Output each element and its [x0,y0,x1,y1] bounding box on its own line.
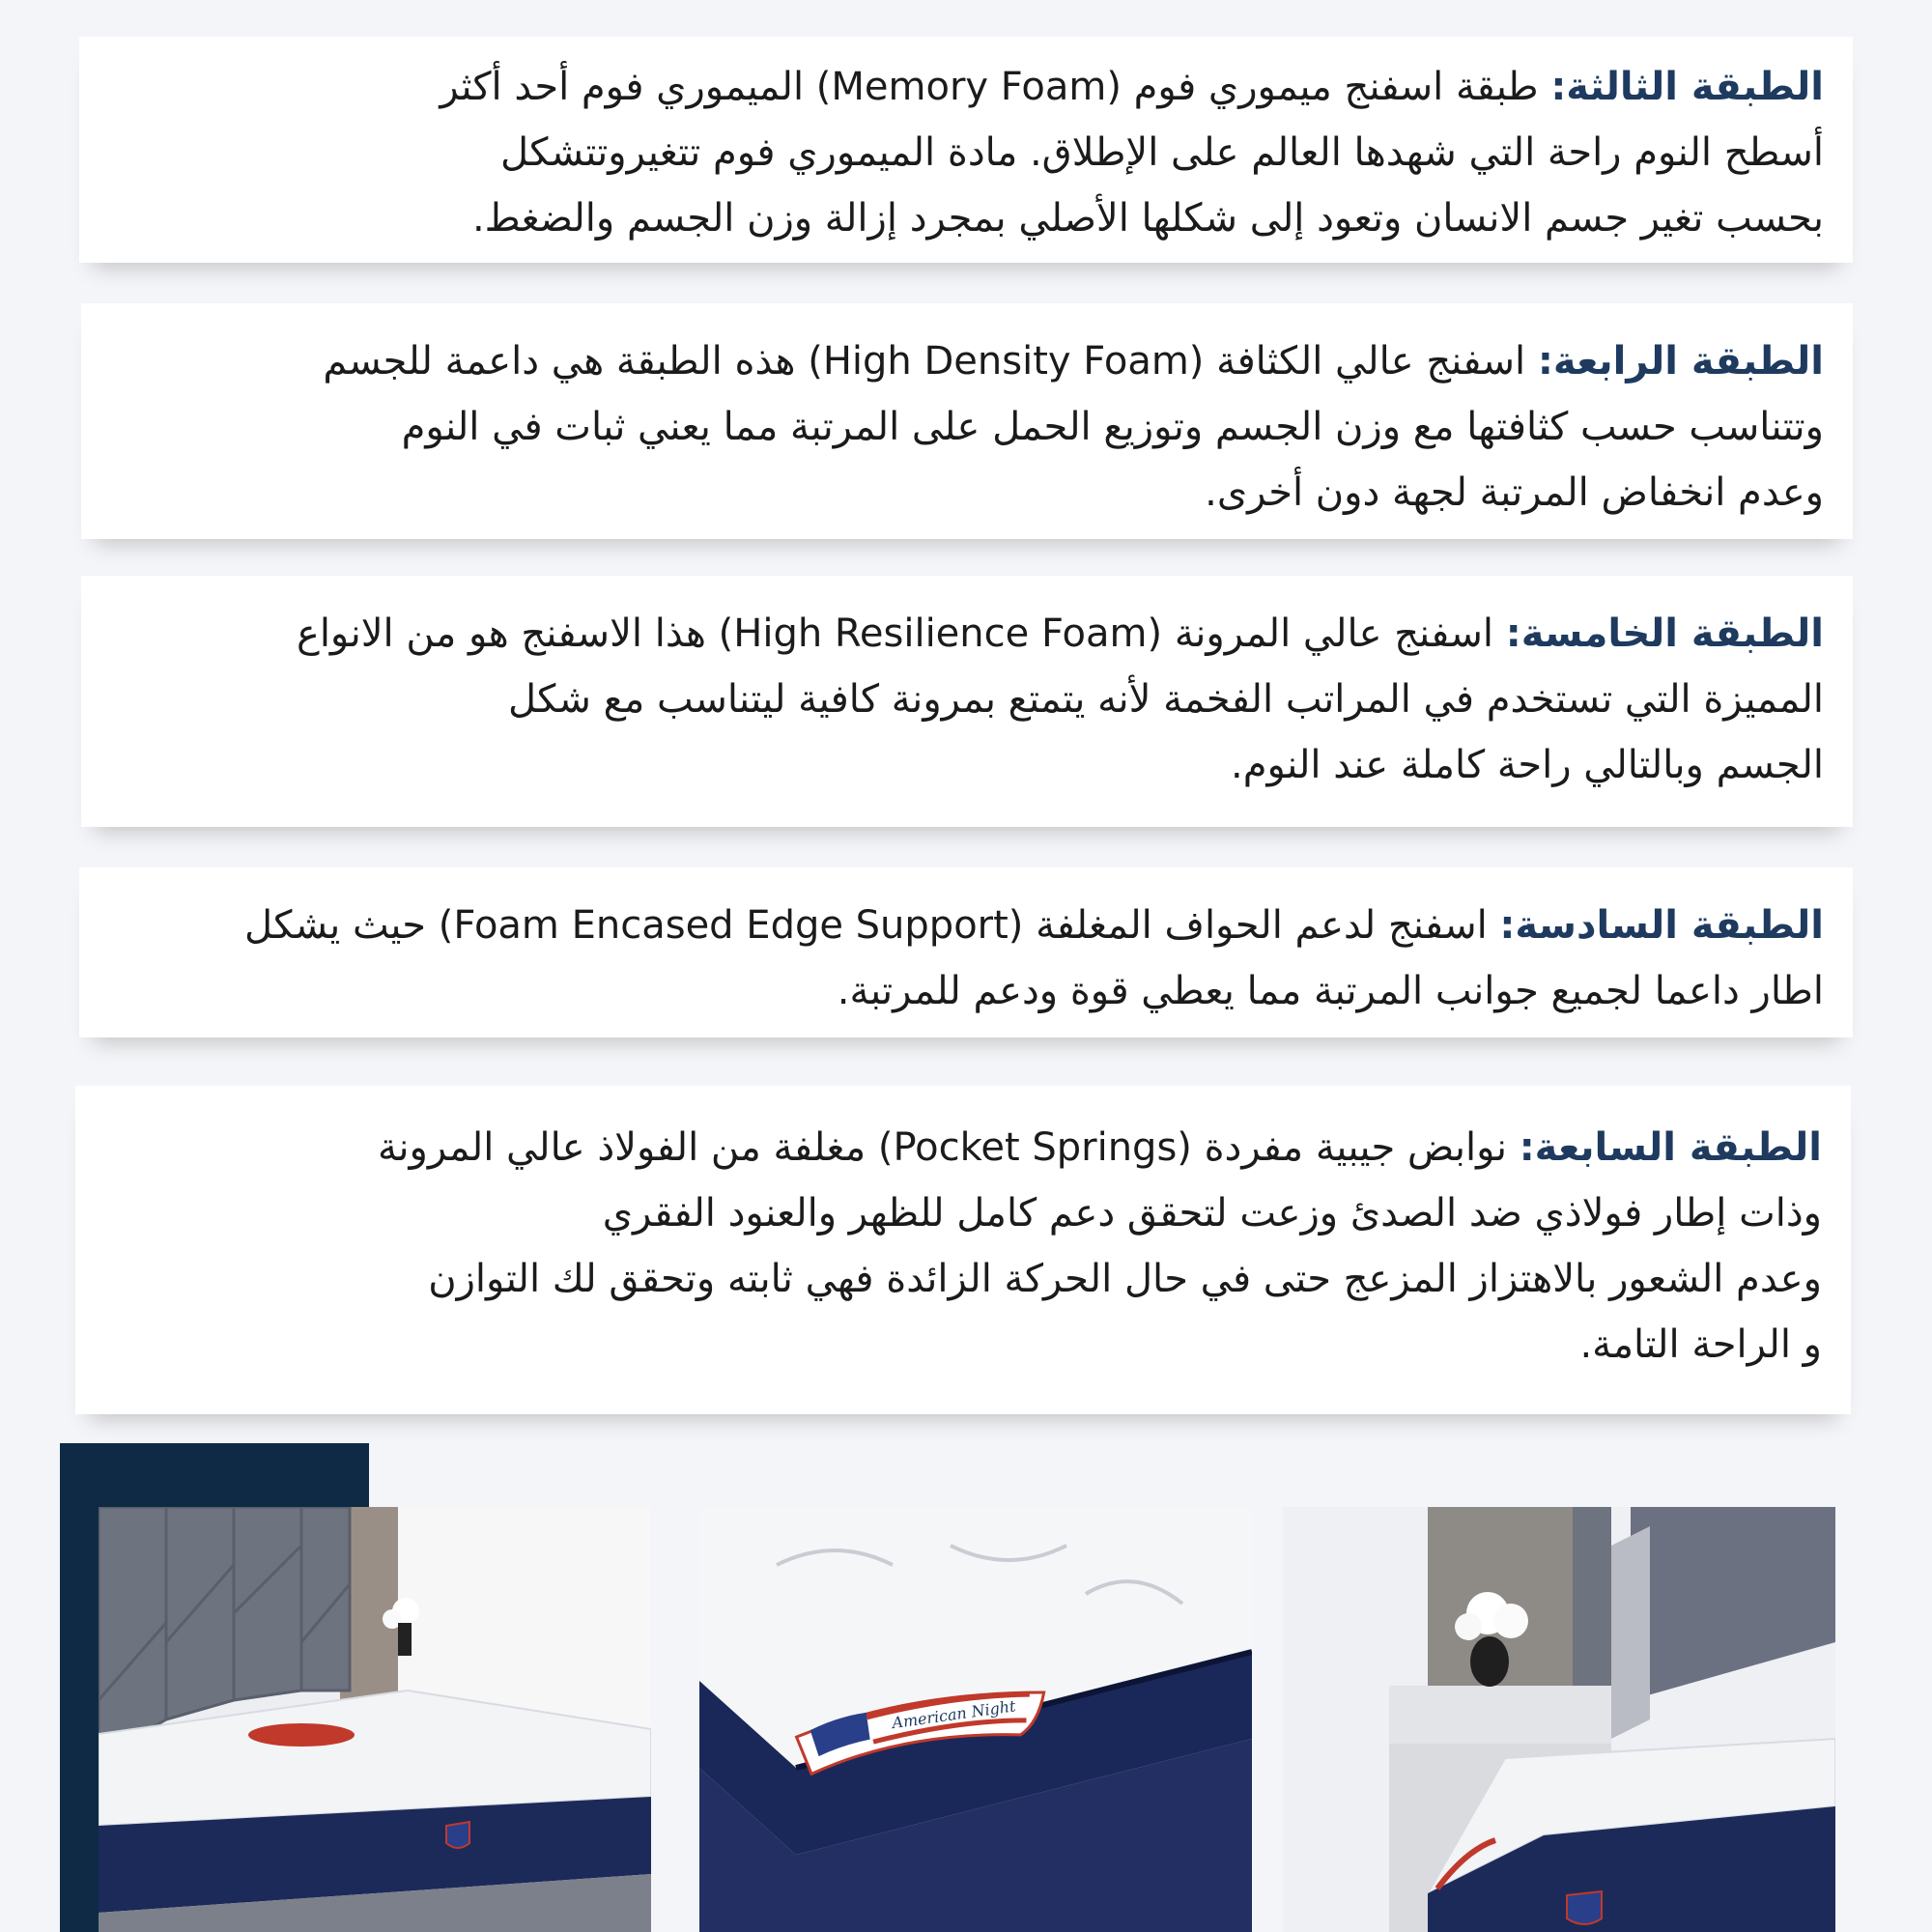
layer-line: المميزة التي تستخدم في المراتب الفخمة لأنه يتمتع بمرونة كافية ليتناسب مع شكل [508,677,1824,722]
layer-line: وذات إطار فولاذي ضد الصدئ وزعت لتحقق دعم كامل للظهر والعنود الفقري [602,1191,1822,1236]
layer-text [118,893,1824,1024]
layer-title: الطبقة الثالثة: [1550,65,1824,109]
layer-line: اسفنج لدعم الحواف المغلفة (Foam Encased Edge Support) حيث يشكل [244,903,1488,948]
mattress-photo-closeup-illustration [699,1507,1252,1932]
layer-text [253,54,1824,251]
layer-card-7 [75,1086,1851,1414]
layer-line: اسفنج عالي المرونة (High Resilience Foam) هذا الاسفنج هو من الانواع [296,611,1493,656]
layer-line: نوابض جيبية مفردة (Pocket Springs) مغلفة من الفولاذ عالي المرونة [377,1125,1507,1170]
layer-text [100,328,1824,526]
layer-line: بحسب تغير جسم الانسان وتعود إلى شكلها الأصلي بمجرد إزالة وزن الجسم والضغط. [471,196,1824,241]
layer-title: الطبقة السابعة: [1519,1125,1822,1170]
layer-line: و الراحة التامة. [1579,1322,1822,1367]
layer-card-6 [79,867,1853,1037]
layer-title: الطبقة الخامسة: [1505,611,1824,656]
badge-text: American Night [891,1696,1017,1733]
mattress-photo-closeup [699,1507,1252,1932]
layer-line: وعدم انخفاض المرتبة لجهة دون أخرى. [1205,470,1824,515]
layer-card-3 [79,37,1853,263]
mattress-photo-bed [99,1507,651,1932]
layer-line: الجسم وبالتالي راحة كاملة عند النوم. [1230,743,1824,787]
layer-line: وعدم الشعور بالاهتزاز المزعج حتى في حال الحركة الزائدة فهي ثابته وتحقق لك التوازن [428,1257,1822,1301]
layer-text [139,601,1824,798]
layer-text [133,1115,1822,1378]
mattress-photo-bedroom [1283,1507,1835,1932]
layer-title: الطبقة السادسة: [1499,903,1824,948]
layer-line: أسطح النوم راحة التي شهدها العالم على الإطلاق. مادة الميموري فوم تتغيروتتشكل [500,130,1824,175]
mattress-photo-bed-illustration [99,1507,651,1932]
layer-line: اطار داعما لجميع جوانب المرتبة مما يعطي قوة ودعم للمرتبة. [837,969,1824,1013]
mattress-photo-bedroom-illustration [1283,1507,1835,1932]
layer-card-4 [81,303,1853,539]
layer-line: طبقة اسفنج ميموري فوم (Memory Foam) الميموري فوم أحد أكثر [440,65,1539,109]
layer-line: وتتناسب حسب كثافتها مع وزن الجسم وتوزيع الحمل على المرتبة مما يعني ثبات في النوم [401,405,1824,449]
layer-card-5 [81,576,1853,827]
layer-title: الطبقة الرابعة: [1537,339,1824,384]
layer-line: اسفنج عالي الكثافة (High Density Foam) هذه الطبقة هي داعمة للجسم [323,339,1526,384]
